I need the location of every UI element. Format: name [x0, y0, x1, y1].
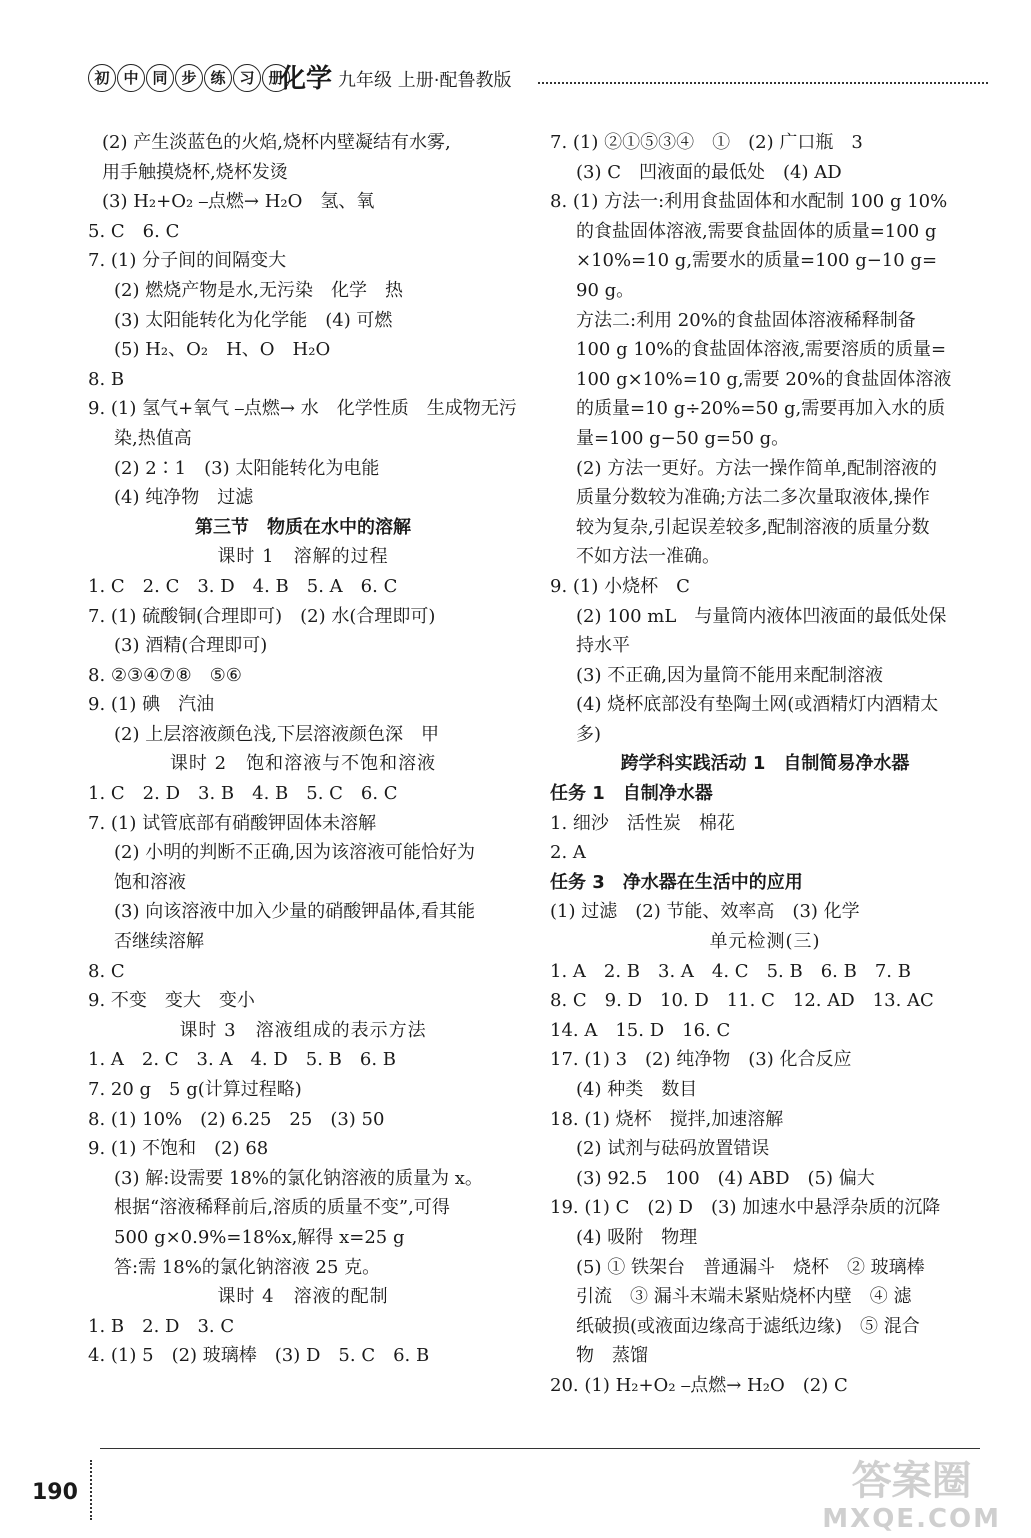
right-answer-line: (2) 方法一更好。方法一操作简单,配制溶液的: [576, 457, 937, 479]
right-answer-line: (4) 种类 数目: [576, 1079, 698, 1100]
left-answer-line: 7. (1) 试管底部有硝酸钾固体未溶解: [88, 812, 377, 834]
left-answer-line: 9. (1) 碘 汽油: [88, 694, 215, 716]
right-column: [550, 128, 980, 1401]
right-answer-line: 1. 细沙 活性炭 棉花: [550, 812, 735, 834]
series-char: 习: [233, 64, 261, 92]
right-answer-line: 多): [576, 723, 602, 745]
left-answer-line: 9. (1) 氢气+氧气 ⎯点燃→ 水 化学性质 生成物无污: [88, 398, 517, 420]
right-answer-line: 量=100 g−50 g=50 g。: [576, 427, 790, 449]
subject-title: 化学: [280, 64, 333, 94]
left-answer-line: 5. C 6. C: [88, 220, 180, 242]
right-answer-line: 纸破损(或液面边缘高于滤纸边缘) ⑤ 混合: [576, 1315, 920, 1337]
right-answer-line: (5) ① 铁架台 普通漏斗 烧杯 ② 玻璃棒: [576, 1256, 925, 1278]
right-answer-line: 不如方法一准确。: [576, 546, 720, 568]
left-answer-line: (4) 纯净物 过滤: [114, 487, 254, 509]
page-header: [88, 62, 988, 98]
watermark-bottom: MXQE.COM: [822, 1504, 1001, 1534]
right-answer-line: 任务 1 自制净水器: [550, 783, 713, 805]
right-answer-line: (4) 吸附 物理: [576, 1226, 698, 1248]
left-answer-line: 7. 20 g 5 g(计算过程略): [88, 1079, 302, 1100]
right-answer-line: 9. (1) 小烧杯 C: [550, 575, 690, 597]
right-answer-line: 物 蒸馏: [576, 1345, 648, 1367]
left-answer-line: 染,热值高: [114, 427, 192, 449]
left-answer-line: 用手触摸烧杯,烧杯发烫: [102, 161, 288, 183]
left-answer-line: 8. ②③④⑦⑧ ⑤⑥: [88, 664, 242, 686]
left-answer-line: 课时 3 溶液组成的表示方法: [179, 1019, 427, 1041]
left-answer-line: (3) 解:设需要 18%的氯化钠溶液的质量为 x。: [114, 1167, 483, 1189]
left-answer-line: 否继续溶解: [114, 931, 204, 953]
right-answer-line: ×10%=10 g,需要水的质量=100 g−10 g=: [576, 250, 938, 272]
left-answer-line: (3) 向该溶液中加入少量的硝酸钾晶体,看其能: [114, 901, 475, 923]
right-answer-line: 2. A: [550, 842, 586, 864]
right-answer-line: 90 g。: [576, 279, 635, 301]
right-answer-line: 的质量=10 g÷20%=50 g,需要再加入水的质: [576, 398, 946, 420]
right-answer-line: (3) 不正确,因为量筒不能用来配制溶液: [576, 664, 883, 686]
left-answer-line: 1. C 2. D 3. B 4. B 5. C 6. C: [88, 783, 398, 805]
right-answer-line: 任务 3 净水器在生活中的应用: [550, 871, 803, 893]
left-answer-line: (2) 上层溶液颜色浅,下层溶液颜色深 甲: [114, 723, 439, 745]
left-answer-line: (3) H₂+O₂ ⎯点燃→ H₂O 氢、氧: [102, 191, 375, 213]
right-answer-line: 8. (1) 方法一:利用食盐固体和水配制 100 g 10%: [550, 191, 948, 213]
left-answer-line: 课时 4 溶液的配制: [217, 1286, 389, 1308]
right-answer-line: 跨学科实践活动 1 自制简易净水器: [620, 753, 910, 775]
watermark-logo: [822, 1458, 1001, 1538]
footer-rule: [100, 1448, 980, 1449]
left-answer-line: 根据“溶液稀释前后,溶质的质量不变”,可得: [114, 1197, 450, 1219]
right-answer-line: 100 g 10%的食盐固体溶液,需要溶质的质量=: [576, 339, 947, 361]
left-answer-line: 8. C: [88, 960, 125, 982]
left-answer-line: (2) 产生淡蓝色的火焰,烧杯内壁凝结有水雾,: [102, 132, 451, 153]
left-answer-line: 1. C 2. C 3. D 4. B 5. A 6. C: [88, 575, 398, 597]
right-answer-line: 100 g×10%=10 g,需要 20%的食盐固体溶液: [576, 368, 952, 390]
left-answer-line: 9. (1) 不饱和 (2) 68: [88, 1138, 269, 1160]
header-dotted-rule: [538, 82, 988, 84]
left-answer-line: (3) 太阳能转化为化学能 (4) 可燃: [114, 309, 393, 331]
left-column: [88, 128, 518, 1371]
right-answer-line: (3) C 凹液面的最低处 (4) AD: [576, 161, 842, 183]
right-answer-line: 8. C 9. D 10. D 11. C 12. AD 13. AC: [550, 990, 934, 1012]
right-answer-line: 18. (1) 烧杯 搅拌,加速溶解: [550, 1108, 784, 1130]
watermark-top: 答案圈: [851, 1458, 972, 1504]
right-answer-line: (3) 92.5 100 (4) ABD (5) 偏大: [576, 1167, 875, 1189]
left-answer-line: (2) 燃烧产物是水,无污染 化学 热: [114, 279, 403, 301]
left-answer-line: 7. (1) 硫酸铜(合理即可) (2) 水(合理即可): [88, 605, 436, 627]
left-answer-line: (3) 酒精(合理即可): [114, 635, 268, 657]
right-answer-line: 持水平: [576, 635, 630, 657]
series-char: 册: [262, 64, 290, 92]
right-answer-line: 20. (1) H₂+O₂ ⎯点燃→ H₂O (2) C: [550, 1374, 848, 1396]
left-answer-line: (5) H₂、O₂ H、O H₂O: [114, 339, 331, 361]
series-char: 中: [117, 64, 145, 92]
right-answer-line: 14. A 15. D 16. C: [550, 1019, 731, 1041]
left-answer-line: 7. (1) 分子间的间隔变大: [88, 250, 287, 272]
right-answer-line: 方法二:利用 20%的食盐固体溶液稀释制备: [576, 309, 916, 331]
left-answer-line: 8. B: [88, 368, 125, 390]
right-answer-line: 单元检测(三): [709, 931, 821, 953]
right-answer-line: 引流 ③ 漏斗末端未紧贴烧杯内壁 ④ 滤: [576, 1286, 912, 1308]
page-number: 190: [32, 1480, 78, 1505]
right-answer-line: 17. (1) 3 (2) 纯净物 (3) 化合反应: [550, 1049, 852, 1071]
left-answer-line: 1. A 2. C 3. A 4. D 5. B 6. B: [88, 1049, 397, 1071]
left-answer-line: 饱和溶液: [114, 871, 186, 893]
right-answer-line: (4) 烧杯底部没有垫陶土网(或酒精灯内酒精太: [576, 694, 939, 716]
right-answer-line: 19. (1) C (2) D (3) 加速水中悬浮杂质的沉降: [550, 1197, 941, 1219]
left-answer-line: 答:需 18%的氯化钠溶液 25 克。: [114, 1256, 381, 1278]
right-answer-line: (1) 过滤 (2) 节能、效率高 (3) 化学: [550, 901, 860, 923]
series-char: 练: [204, 64, 232, 92]
right-answer-line: 质量分数较为准确;方法二多次量取液体,操作: [576, 487, 930, 509]
series-title: [88, 64, 291, 92]
left-answer-line: 课时 2 饱和溶液与不饱和溶液: [169, 753, 437, 775]
footer-dots: [90, 1460, 100, 1520]
left-answer-line: 500 g×0.9%=18%x,解得 x=25 g: [114, 1226, 405, 1248]
left-answer-line: (2) 2∶1 (3) 太阳能转化为电能: [114, 457, 380, 479]
grade-edition: 九年级 上册·配鲁教版: [338, 70, 512, 91]
series-char: 初: [88, 64, 116, 92]
right-answer-line: (2) 试剂与砝码放置错误: [576, 1138, 770, 1160]
series-char: 步: [175, 64, 203, 92]
right-answer-line: 1. A 2. B 3. A 4. C 5. B 6. B 7. B: [550, 960, 911, 982]
left-answer-line: 4. (1) 5 (2) 玻璃棒 (3) D 5. C 6. B: [88, 1345, 430, 1367]
left-answer-line: 8. (1) 10% (2) 6.25 25 (3) 50: [88, 1108, 385, 1130]
left-answer-line: 1. B 2. D 3. C: [88, 1315, 235, 1337]
right-answer-line: 的食盐固体溶液,需要食盐固体的质量=100 g: [576, 220, 937, 242]
left-answer-line: 9. 不变 变大 变小: [88, 990, 255, 1012]
right-answer-line: 较为复杂,引起误差较多,配制溶液的质量分数: [576, 516, 930, 538]
left-answer-line: 课时 1 溶解的过程: [217, 546, 389, 568]
right-answer-line: (2) 100 mL 与量筒内液体凹液面的最低处保: [576, 605, 947, 627]
right-answer-line: 7. (1) ②①⑤③④ ① (2) 广口瓶 3: [550, 132, 863, 153]
series-char: 同: [146, 64, 174, 92]
left-answer-line: (2) 小明的判断不正确,因为该溶液可能恰好为: [114, 842, 475, 864]
left-answer-line: 第三节 物质在水中的溶解: [195, 516, 411, 538]
